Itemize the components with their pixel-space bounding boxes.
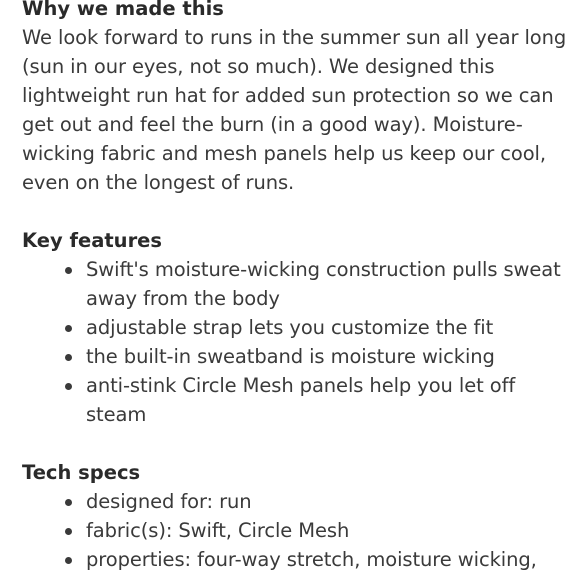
bullet-icon xyxy=(65,383,72,390)
product-description xyxy=(22,0,574,574)
why-line: (sun in our eyes, not so much). We designed this xyxy=(22,55,495,78)
why-heading: Why we made this xyxy=(22,0,224,20)
list-item xyxy=(86,342,574,371)
list-item xyxy=(86,516,574,545)
why-line: even on the longest of runs. xyxy=(22,171,295,194)
section-spacer xyxy=(22,429,574,458)
section-spacer xyxy=(22,197,574,226)
list-item-line: steam xyxy=(86,403,147,426)
bullet-icon xyxy=(65,528,72,535)
list-item-line: fabric(s): Swift, Circle Mesh xyxy=(86,519,350,542)
why-line: wicking fabric and mesh panels help us keep our cool, xyxy=(22,142,546,165)
bullet-icon xyxy=(65,354,72,361)
why-line: lightweight run hat for added sun protection so we can xyxy=(22,84,554,107)
list-item-line: anti-stink Circle Mesh panels help you let off xyxy=(86,374,516,397)
list-item-line: the built-in sweatband is moisture wicking xyxy=(86,345,495,368)
why-paragraph xyxy=(22,23,574,197)
list-item xyxy=(86,255,574,313)
bullet-icon xyxy=(65,325,72,332)
list-item-line: designed for: run xyxy=(86,490,252,513)
key-features-heading: Key features xyxy=(22,229,163,252)
why-we-made-this-section xyxy=(22,0,574,197)
list-item-line: adjustable strap lets you customize the fit xyxy=(86,316,494,339)
list-item xyxy=(86,313,574,342)
bullet-icon xyxy=(65,557,72,564)
key-features-list xyxy=(22,255,574,429)
list-item xyxy=(86,545,574,574)
list-item-line: properties: four-way stretch, moisture wicking, xyxy=(86,548,537,571)
why-line: get out and feel the burn (in a good way). Moisture- xyxy=(22,113,523,136)
list-item-line: away from the body xyxy=(86,287,280,310)
list-item xyxy=(86,371,574,429)
key-features-section xyxy=(22,226,574,429)
bullet-icon xyxy=(65,267,72,274)
why-line: We look forward to runs in the summer sun all year long xyxy=(22,26,567,49)
tech-specs-list xyxy=(22,487,574,574)
tech-specs-heading: Tech specs xyxy=(22,461,141,484)
list-item-line: Swift's moisture-wicking construction pulls sweat xyxy=(86,258,561,281)
bullet-icon xyxy=(65,499,72,506)
list-item xyxy=(86,487,574,516)
tech-specs-section xyxy=(22,458,574,574)
